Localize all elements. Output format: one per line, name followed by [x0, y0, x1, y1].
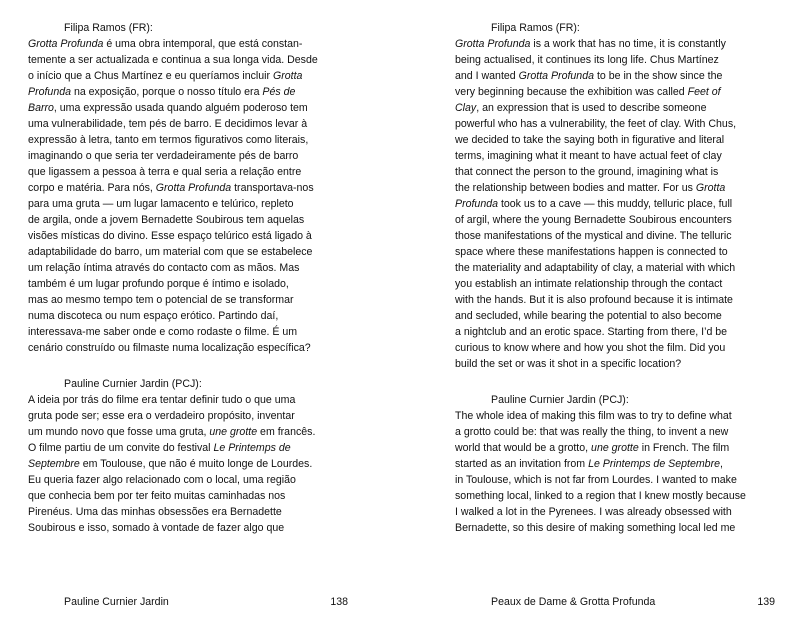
text-line: um relação íntima através do contacto com as mãos. Mas [28, 262, 300, 274]
text-line: Profunda took us to a cave — this muddy, telluric place, full [455, 198, 733, 210]
text-line: Clay, an expression that is used to describe someone [455, 102, 707, 114]
text-line: o início que a Chus Martínez e eu queríamos incluir Grotta [28, 70, 303, 82]
text-line: you establish an intimate relationship through the contact [455, 278, 723, 290]
text-line: The whole idea of making this film was to try to define what [455, 410, 732, 422]
text-line: Eu queria fazer algo relacionado com o local, uma região [28, 474, 296, 486]
text-line: powerful who has a vulnerability, the feet of clay. With Chus, [455, 118, 737, 130]
text-line: Bernadette, so this desire of making something local led me [455, 522, 736, 534]
text-line: curious to know where and how you shot the film. Did you [455, 342, 726, 354]
text-line: being actualised, it continues its long life. Chus Martínez [455, 54, 719, 66]
text-line: and secluded, while bearing the potential to also become [455, 310, 722, 322]
text-line: in Toulouse, which is not far from Lourdes. I wanted to make [455, 474, 737, 486]
interview-section [455, 392, 775, 536]
text-line: and I wanted Grotta Profunda to be in the show since the [455, 70, 723, 82]
page-body [455, 20, 775, 536]
text-line: very beginning because the exhibition was called Feet of [455, 86, 721, 98]
text-line: imaginando o que seria ter verdadeiramente pés de barro [28, 150, 299, 162]
interview-section [28, 20, 348, 356]
page-number: 139 [757, 596, 775, 608]
text-line: Soubirous e isso, somado à vontade de fazer algo que [28, 522, 285, 534]
text-line: a grotto could be: that was really the thing, to invent a new [455, 426, 729, 438]
interview-section [455, 20, 775, 372]
text-line: mas ao mesmo tempo tem o potencial de se transformar [28, 294, 294, 306]
text-line: Pirenéus. Uma das minhas obsessões era Bernadette [28, 506, 282, 518]
speaker-heading: Filipa Ramos (FR): [491, 22, 580, 34]
page-footer [455, 594, 775, 610]
text-line: temente a ser actualizada e continua a sua longa vida. Desde [28, 54, 318, 66]
text-line: the relationship between bodies and matter. For us Grotta [455, 182, 726, 194]
text-line: space where these manifestations happen is connected to [455, 246, 728, 258]
text-line: we decided to take the saying both in figurative and literal [455, 134, 725, 146]
text-line: Grotta Profunda is a work that has no time, it is constantly [455, 38, 726, 50]
text-line: uma vulnerabilidade, tem pés de barro. E decidimos levar à [28, 118, 308, 130]
text-line: I walked a lot in the Pyrenees. I was already obsessed with [455, 506, 732, 518]
text-line: those manifestations of the mystical and divine. The telluric [455, 230, 732, 242]
text-line: interessava-me saber onde e como rodaste o filme. É um [28, 326, 298, 338]
page-right [400, 0, 800, 635]
text-line: of argil, where the young Bernadette Soubirous encounters [455, 214, 732, 226]
text-line: world that would be a grotto, une grotte in French. The film [455, 442, 730, 454]
page-body [28, 20, 348, 536]
text-line: build the set or was it shot in a specific location? [455, 358, 682, 370]
text-line: que ligassem a pessoa à terra e qual seria a relação entre [28, 166, 302, 178]
footer-running-title: Peaux de Dame & Grotta Profunda [491, 596, 656, 608]
text-line: um mundo novo que fosse uma gruta, une grotte em francês. [28, 426, 316, 438]
text-line: that connect the person to the ground, imagining what is [455, 166, 719, 178]
speaker-heading: Pauline Curnier Jardin (PCJ): [491, 394, 629, 406]
text-line: adaptabilidade do barro, um material com que se estabelece [28, 246, 313, 258]
text-line: Grotta Profunda é uma obra intemporal, que está constan- [28, 38, 303, 50]
text-line: something local, linked to a region that I knew mostly because [455, 490, 746, 502]
text-line: visões místicas do divino. Esse espaço telúrico está ligado à [28, 230, 312, 242]
speaker-heading: Pauline Curnier Jardin (PCJ): [64, 378, 202, 390]
text-line: para uma gruta — um lugar lamacento e telúrico, repleto [28, 198, 294, 210]
text-line: também é um lugar profundo porque é íntimo e isolado, [28, 278, 289, 290]
text-line: de argila, onde a jovem Bernadette Soubirous tem aquelas [28, 214, 305, 226]
text-line: O filme partiu de um convite do festival Le Printemps de [28, 442, 291, 454]
text-line: the materiality and adaptability of clay, a material with which [455, 262, 736, 274]
text-line: terms, imagining what it meant to have actual feet of clay [455, 150, 722, 162]
text-line: Barro, uma expressão usada quando alguém poderoso tem [28, 102, 308, 114]
text-line: started as an invitation from Le Printemps de Septembre, [455, 458, 723, 470]
interview-section [28, 376, 348, 536]
text-line: cenário construído ou filmaste numa localização específica? [28, 342, 311, 354]
text-line: Septembre em Toulouse, que não é muito longe de Lourdes. [28, 458, 313, 470]
speaker-heading: Filipa Ramos (FR): [64, 22, 153, 34]
text-line: que conhecia bem por ter feito muitas caminhadas nos [28, 490, 286, 502]
page-footer [28, 594, 348, 610]
text-line: a nightclub and an erotic space. Starting from there, I’d be [455, 326, 728, 338]
footer-running-title: Pauline Curnier Jardin [64, 596, 169, 608]
text-line: expressão à letra, tanto em termos figurativos como literais, [28, 134, 309, 146]
page-number: 138 [330, 596, 348, 608]
text-line: corpo e matéria. Para nós, Grotta Profunda transportava-nos [28, 182, 314, 194]
text-line: numa discoteca ou num espaço erótico. Partindo daí, [28, 310, 279, 322]
text-line: A ideia por trás do filme era tentar definir tudo o que uma [28, 394, 296, 406]
text-line: Profunda na exposição, porque o nosso título era Pés de [28, 86, 296, 98]
text-line: gruta pode ser; esse era o verdadeiro propósito, inventar [28, 410, 295, 422]
text-line: with the hands. But it is also profound because it is intimate [455, 294, 733, 306]
